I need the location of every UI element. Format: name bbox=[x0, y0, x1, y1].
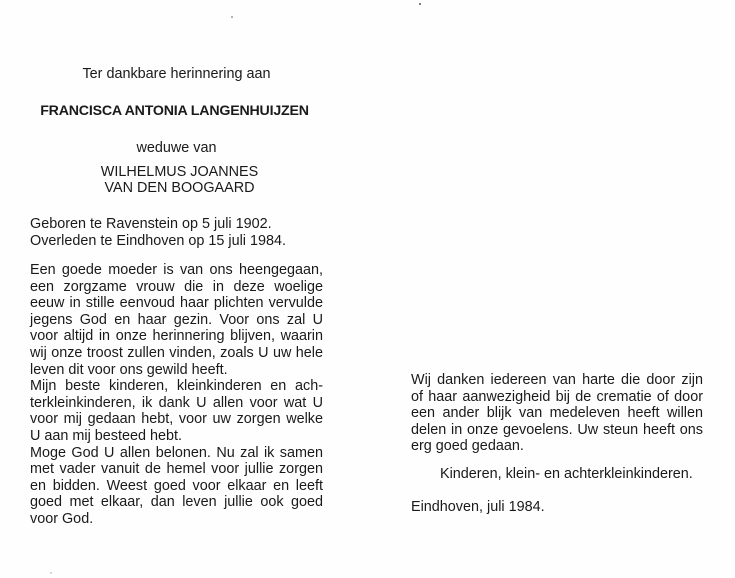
deceased-name: FRANCISCA ANTONIA LANGENHUIJZEN bbox=[40, 103, 309, 119]
text-line: Een goede moeder is van ons heengegaan, bbox=[30, 262, 323, 278]
text-line: een ander blijk van medeleven heeft willen bbox=[411, 405, 703, 422]
text-line: eeuw in stille eenvoud haar plichten vervulde bbox=[30, 295, 323, 312]
thanks-text bbox=[411, 372, 703, 455]
text-line: voor God. bbox=[30, 510, 94, 527]
paper-speck bbox=[50, 572, 52, 574]
text-line: voor altijd in onze herinnering blijven, waarin bbox=[30, 328, 323, 345]
text-line: leven dit voor ons gewild heeft. bbox=[30, 361, 228, 378]
widow-of-label: weduwe van bbox=[136, 140, 217, 156]
husband-name-line: WILHELMUS JOANNES bbox=[100, 164, 259, 180]
memorial-text bbox=[30, 262, 323, 528]
text-line: goed met elkaar, dan leven jullie ook goed bbox=[30, 494, 323, 511]
text-line: Mijn beste kinderen, kleinkinderen en ach- bbox=[30, 378, 323, 395]
text-line: U aan mij besteed hebt. bbox=[30, 427, 182, 444]
card-heading: Ter dankbare herinnering aan bbox=[82, 66, 271, 82]
text-line: wij onze troost zullen vinden, zoals U uw hele bbox=[30, 344, 323, 361]
text-line: of haar aanwezigheid bij de crematie of door bbox=[411, 388, 703, 405]
text-line: terkleinkinderen, ik dank U allen voor wat U bbox=[30, 394, 323, 411]
text-line: Moge God U allen belonen. Nu zal ik samen bbox=[30, 444, 323, 461]
text-line: erg goed gedaan. bbox=[411, 438, 524, 455]
text-line: jegens God en haar gezin. Voor ons zal U bbox=[30, 311, 323, 328]
place-date: Eindhoven, juli 1984. bbox=[411, 499, 545, 515]
text-line: met vader vanuit de hemel voor jullie zorgen bbox=[30, 461, 323, 478]
text-line: een zorgzame vrouw die in deze woelige bbox=[30, 278, 323, 295]
life-dates bbox=[30, 216, 286, 249]
text-line: delen in onze gevoelens. Uw steun heeft ons bbox=[411, 421, 703, 438]
husband-name-line: VAN DEN BOOGAARD bbox=[104, 180, 255, 196]
birth-date: Geboren te Ravenstein op 5 juli 1902. bbox=[30, 216, 272, 232]
husband-name bbox=[33, 164, 326, 196]
text-line: en bidden. Weest goed voor elkaar en leeft bbox=[30, 477, 323, 494]
death-date: Overleden te Eindhoven op 15 juli 1984. bbox=[30, 232, 287, 249]
text-line: voor mij gedaan hebt, voor uw zorgen welke bbox=[30, 411, 323, 428]
paper-speck bbox=[419, 3, 421, 5]
family-signoff: Kinderen, klein- en achterkleinkinderen. bbox=[440, 466, 693, 482]
paper-speck bbox=[231, 16, 233, 18]
text-line: Wij danken iedereen van harte die door zijn bbox=[411, 372, 703, 388]
